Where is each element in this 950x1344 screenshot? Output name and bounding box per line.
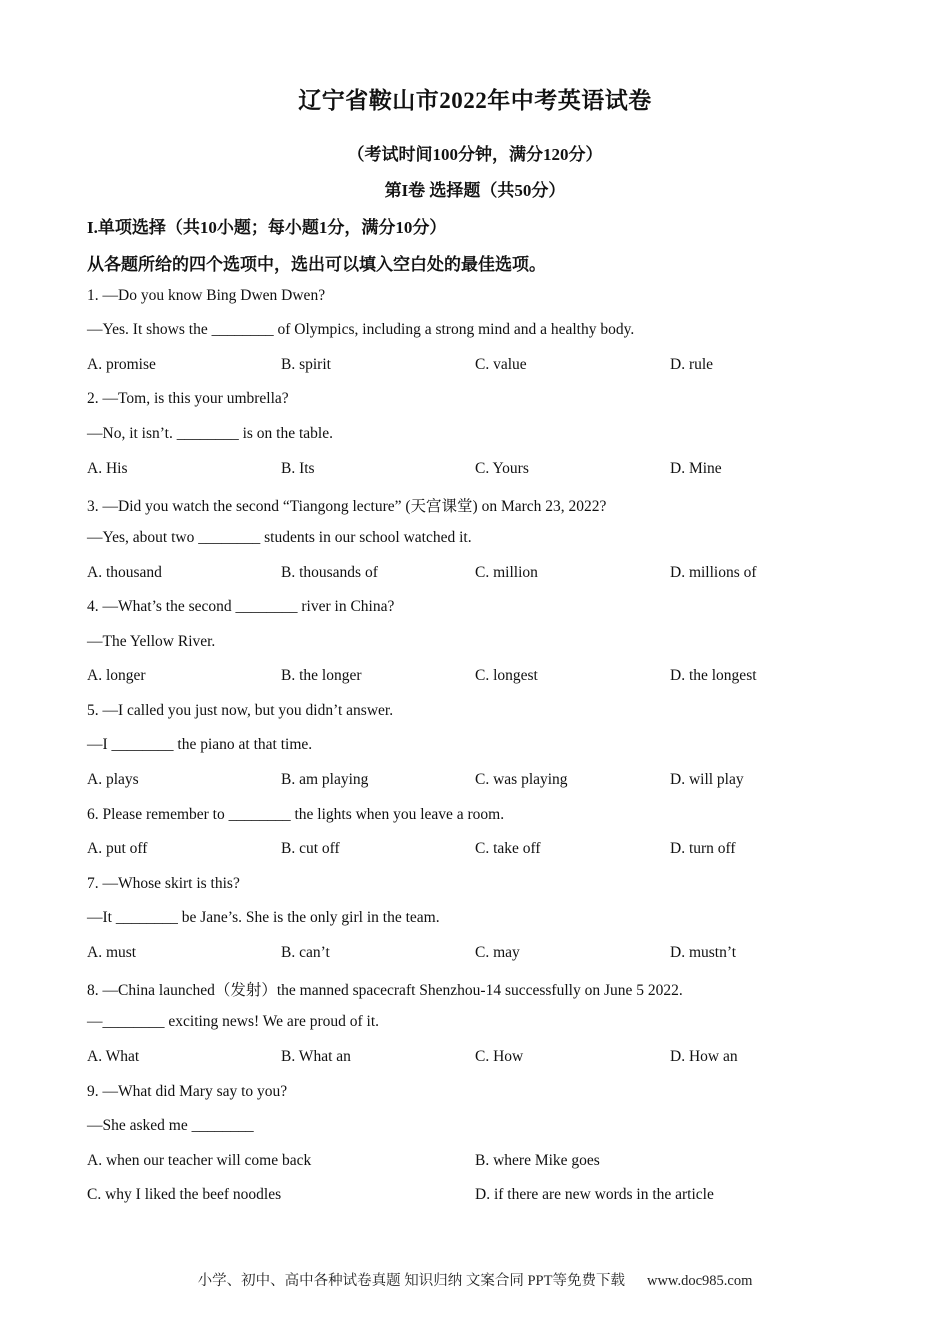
question-1-options [87, 356, 867, 378]
option-d: D. will play [670, 771, 744, 788]
question-3-line-1: 3. —Did you watch the second “Tiangong lecture” (天宫课堂) on March 23, 2022? [87, 498, 607, 515]
option-d: D. Mine [670, 460, 722, 477]
question-8-line-2: —________ exciting news! We are proud of it. [87, 1013, 380, 1030]
option-d: D. if there are new words in the article [475, 1186, 714, 1203]
question-9-line-1: 9. —What did Mary say to you? [87, 1083, 288, 1100]
question-4-line-2: —The Yellow River. [87, 633, 216, 650]
option-a: A. must [87, 944, 137, 961]
option-c: C. How [475, 1048, 524, 1065]
option-c: C. was playing [475, 771, 568, 788]
option-b: B. where Mike goes [475, 1152, 600, 1169]
option-b: B. Its [281, 460, 315, 477]
question-6-line-1: 6. Please remember to ________ the lights when you leave a room. [87, 806, 505, 823]
question-2-line-1: 2. —Tom, is this your umbrella? [87, 390, 289, 407]
option-a: A. plays [87, 771, 139, 788]
section-heading: I.单项选择（共10小题；每小题1分，满分10分） [87, 218, 447, 237]
option-c: C. million [475, 564, 538, 581]
question-4-line-1: 4. —What’s the second ________ river in China? [87, 598, 395, 615]
question-9-options-row-1 [87, 1152, 867, 1174]
option-a: A. What [87, 1048, 140, 1065]
option-a: A. His [87, 460, 128, 477]
question-9-line-2: —She asked me ________ [87, 1117, 254, 1134]
section-instruction: 从各题所给的四个选项中，选出可以填入空白处的最佳选项。 [87, 255, 546, 274]
question-7-line-1: 7. —Whose skirt is this? [87, 875, 240, 892]
option-d: D. millions of [670, 564, 757, 581]
option-d: D. turn off [670, 840, 736, 857]
question-4-options [87, 667, 867, 689]
option-c: C. value [475, 356, 527, 373]
option-c: C. take off [475, 840, 541, 857]
option-b: B. the longer [281, 667, 362, 684]
question-5-options [87, 771, 867, 793]
question-7-line-2: —It ________ be Jane’s. She is the only girl in the team. [87, 909, 440, 926]
option-b: B. spirit [281, 356, 331, 373]
question-5-line-2: —I ________ the piano at that time. [87, 736, 313, 753]
page-title: 辽宁省鞍山市2022年中考英语试卷 [298, 88, 652, 113]
option-b: B. can’t [281, 944, 330, 961]
option-a: A. longer [87, 667, 146, 684]
question-3-options [87, 564, 867, 586]
option-a: A. when our teacher will come back [87, 1152, 312, 1169]
question-8-options [87, 1048, 867, 1070]
option-c: C. may [475, 944, 520, 961]
option-a: A. put off [87, 840, 148, 857]
question-3-line-2: —Yes, about two ________ students in our school watched it. [87, 529, 472, 546]
question-9-options-row-2 [87, 1186, 867, 1208]
question-2-line-2: —No, it isn’t. ________ is on the table. [87, 425, 333, 442]
footer-text: 小学、初中、高中各种试卷真题 知识归纳 文案合同 PPT等免费下载 [197, 1273, 625, 1289]
question-8-line-1: 8. —China launched（发射）the manned spacecraft Shenzhou-14 successfully on June 5 2022. [87, 982, 683, 999]
question-7-options [87, 944, 867, 966]
option-c: C. Yours [475, 460, 529, 477]
option-b: B. am playing [281, 771, 369, 788]
exam-time-note: （考试时间100分钟，满分120分） [347, 145, 603, 164]
option-a: A. promise [87, 356, 156, 373]
option-b: B. cut off [281, 840, 340, 857]
question-2-options [87, 460, 867, 482]
option-c: C. why I liked the beef noodles [87, 1186, 282, 1203]
option-b: B. thousands of [281, 564, 378, 581]
option-d: D. rule [670, 356, 714, 373]
volume-heading: 第I卷 选择题（共50分） [384, 181, 566, 200]
option-d: D. mustn’t [670, 944, 737, 961]
footer-site-link[interactable]: www.doc985.com [646, 1273, 753, 1289]
question-5-line-1: 5. —I called you just now, but you didn’t answer. [87, 702, 394, 719]
option-d: D. the longest [670, 667, 757, 684]
option-b: B. What an [281, 1048, 351, 1065]
option-c: C. longest [475, 667, 538, 684]
page-footer [0, 1269, 950, 1290]
question-1-line-2: —Yes. It shows the ________ of Olympics, including a strong mind and a healthy body. [87, 321, 635, 338]
question-1-line-1: 1. —Do you know Bing Dwen Dwen? [87, 287, 326, 304]
option-d: D. How an [670, 1048, 738, 1065]
option-a: A. thousand [87, 564, 162, 581]
question-6-options [87, 840, 867, 862]
